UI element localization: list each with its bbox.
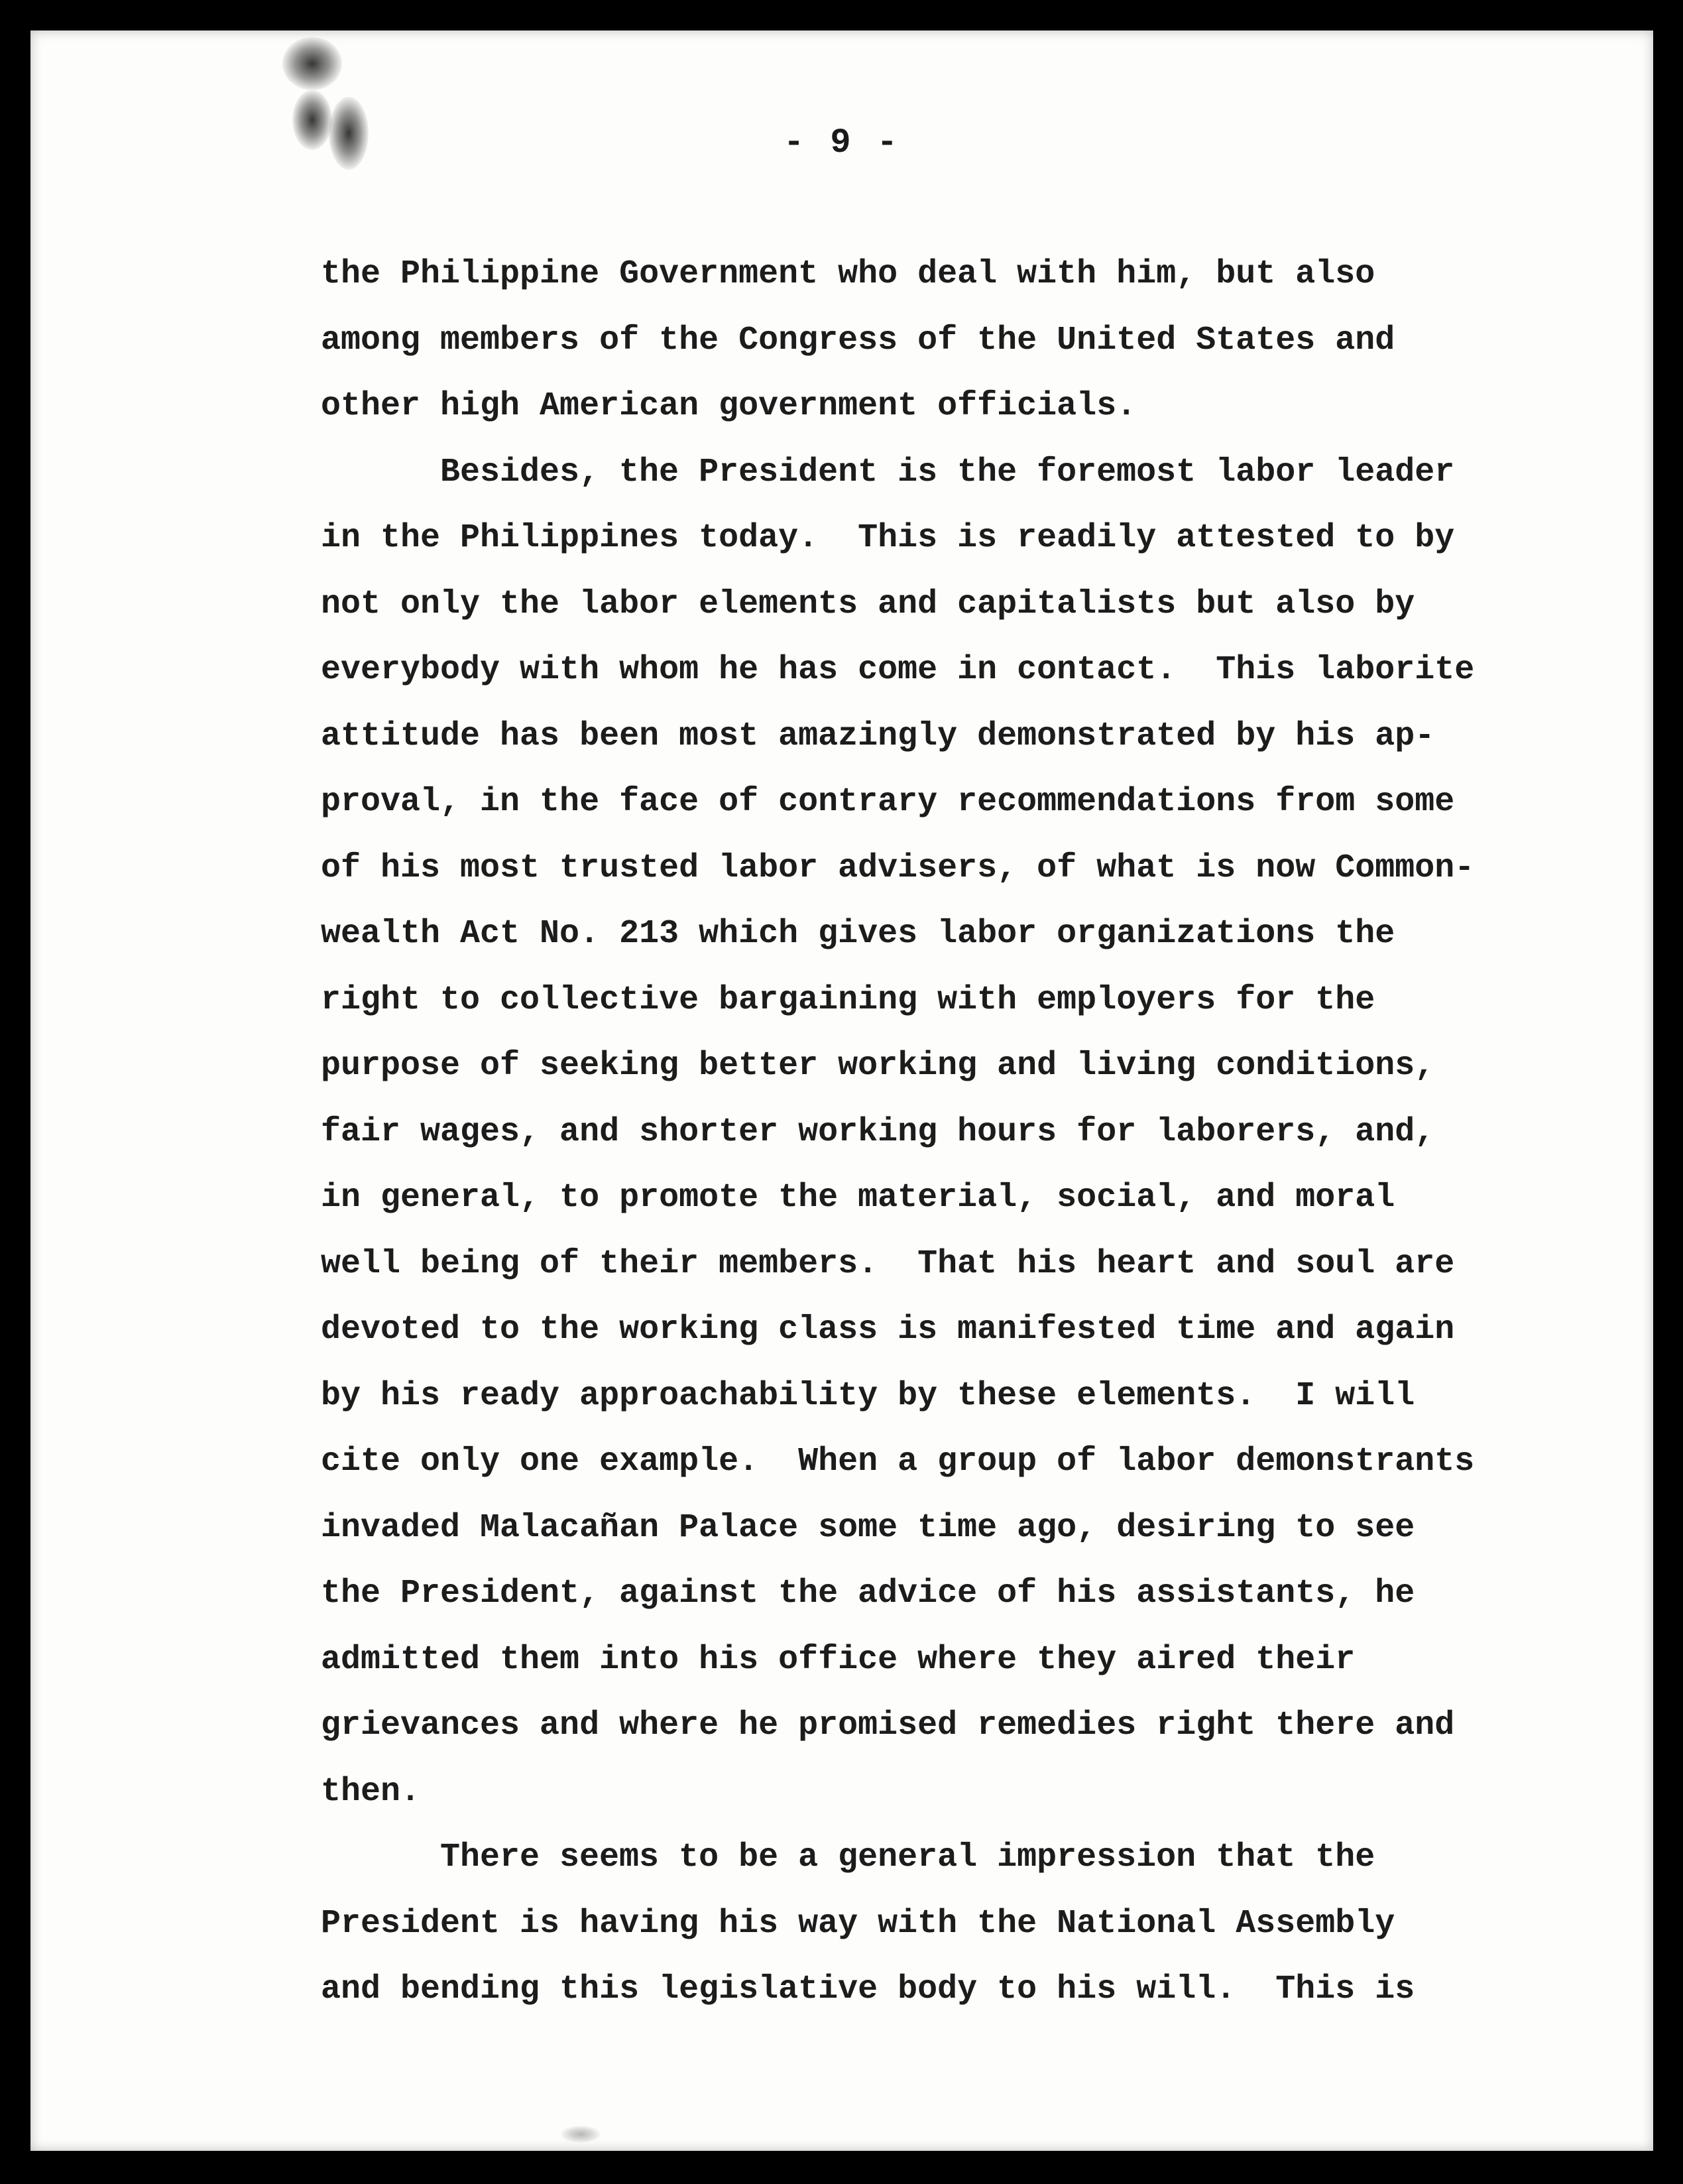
text-line: proval, in the face of contrary recommendations from some — [321, 783, 1455, 821]
text-line: attitude has been most amazingly demonstrated by his ap- — [321, 717, 1435, 755]
text-line: fair wages, and shorter working hours for laborers, and, — [321, 1113, 1435, 1151]
ink-smudge — [282, 37, 342, 90]
text-line: the Philippine Government who deal with him, but also — [321, 255, 1375, 293]
text-line: grievances and where he promised remedies right there and — [321, 1707, 1455, 1744]
text-line: wealth Act No. 213 which gives labor organizations the — [321, 915, 1395, 953]
ink-smudge — [561, 2126, 601, 2143]
text-line: cite only one example. When a group of labor demonstrants — [321, 1443, 1475, 1481]
text-line: then. — [321, 1772, 421, 1811]
text-line: right to collective bargaining with employers for the — [321, 981, 1375, 1019]
text-line: devoted to the working class is manifested time and again — [321, 1311, 1455, 1349]
text-line: by his ready approachability by these elements. I will — [321, 1376, 1415, 1415]
text-line: the President, against the advice of his assistants, he — [321, 1575, 1415, 1612]
text-line: of his most trusted labor advisers, of what is now Common- — [321, 849, 1475, 887]
text-line: Besides, the President is the foremost labor leader — [440, 453, 1455, 491]
text-line: in the Philippines today. This is readily attested to by — [321, 519, 1455, 557]
text-line: admitted them into his office where they aired their — [321, 1640, 1356, 1679]
page-number: - 9 - — [783, 123, 901, 162]
text-line: invaded Malacañan Palace some time ago, desiring to see — [321, 1508, 1415, 1547]
text-line: everybody with whom he has come in contact. This laborite — [321, 651, 1475, 689]
text-line: well being of their members. That his heart and soul are — [321, 1244, 1455, 1283]
typewritten-page — [30, 30, 1653, 2151]
text-line: purpose of seeking better working and living conditions, — [321, 1047, 1435, 1085]
text-line: not only the labor elements and capitalists but also by — [321, 585, 1415, 623]
text-line: There seems to be a general impression that the — [440, 1839, 1375, 1876]
text-line: and bending this legislative body to his will. This is — [321, 1971, 1415, 2008]
text-line: President is having his way with the National Assembly — [321, 1904, 1395, 1943]
text-line: other high American government officials. — [321, 387, 1137, 425]
text-line: in general, to promote the material, social, and moral — [321, 1179, 1395, 1217]
body-text — [321, 241, 1527, 2023]
text-line: among members of the Congress of the United States and — [321, 321, 1395, 359]
